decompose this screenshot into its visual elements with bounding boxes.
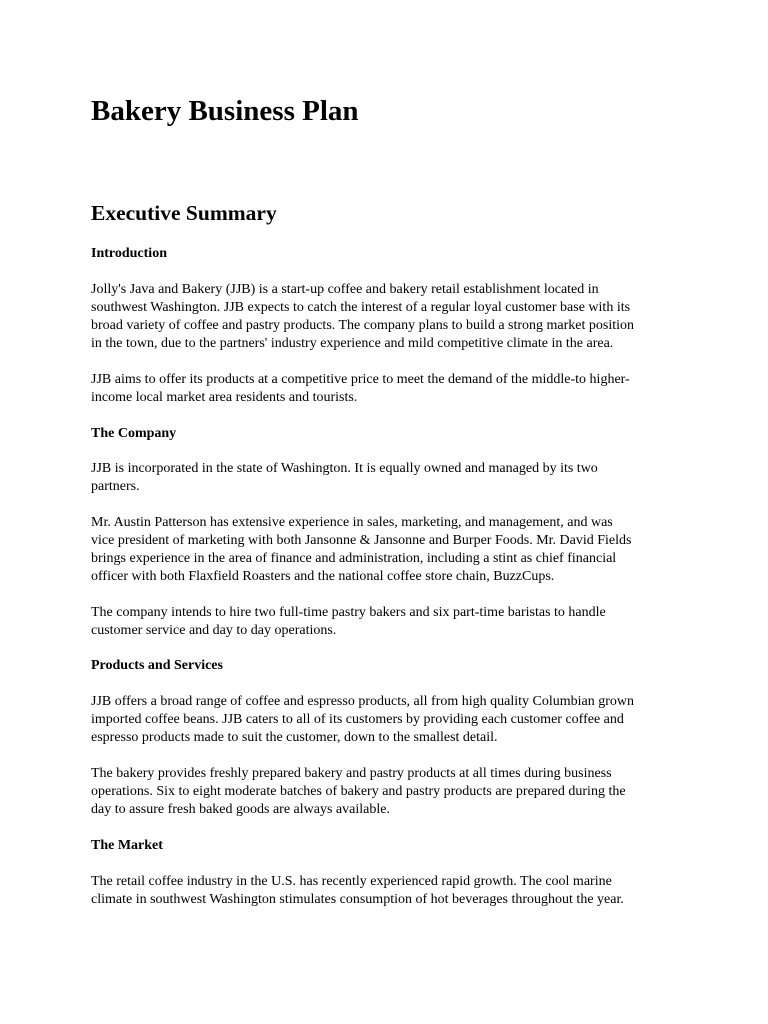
- text-line: The retail coffee industry in the U.S. has recently experienced rapid growth. The cool marine: [91, 874, 612, 889]
- section-title-executive-summary: Executive Summary: [91, 201, 277, 225]
- heading-the-market: The Market: [91, 838, 163, 853]
- text-line: brings experience in the area of finance and administration, including a stint as chief financial: [91, 551, 617, 566]
- text-line: The company intends to hire two full-time pastry bakers and six part-time baristas to handle: [91, 605, 606, 620]
- text-line: southwest Washington. JJB expects to catch the interest of a regular loyal customer base with its: [91, 300, 631, 315]
- text-line: Jolly's Java and Bakery (JJB) is a start-up coffee and bakery retail establishment located in: [91, 282, 599, 297]
- text-line: JJB is incorporated in the state of Washington. It is equally owned and managed by its two: [91, 461, 598, 476]
- text-line: partners.: [91, 479, 140, 494]
- text-line: officer with both Flaxfield Roasters and the national coffee store chain, BuzzCups.: [91, 569, 555, 584]
- text-line: day to assure fresh baked goods are always available.: [91, 802, 390, 817]
- paragraph-products-1: [91, 693, 634, 747]
- heading-introduction: Introduction: [91, 246, 167, 261]
- text-line: imported coffee beans. JJB caters to all of its customers by providing each customer coffee and: [91, 712, 624, 727]
- document-title: Bakery Business Plan: [91, 95, 359, 127]
- paragraph-company-3: [91, 604, 606, 640]
- text-line: in the town, due to the partners' industry experience and mild competitive climate in the area.: [91, 336, 614, 351]
- paragraph-products-2: [91, 765, 626, 819]
- text-line: vice president of marketing with both Jansonne & Jansonne and Burper Foods. Mr. David Fields: [91, 533, 632, 548]
- text-line: income local market area residents and tourists.: [91, 390, 358, 405]
- text-line: JJB offers a broad range of coffee and espresso products, all from high quality Columbian grown: [91, 694, 635, 709]
- text-line: customer service and day to day operations.: [91, 623, 337, 638]
- heading-products-and-services: Products and Services: [91, 658, 223, 673]
- text-line: JJB aims to offer its products at a competitive price to meet the demand of the middle-to higher-: [91, 372, 630, 387]
- heading-the-company: The Company: [91, 426, 177, 441]
- text-line: The bakery provides freshly prepared bakery and pastry products at all times during business: [91, 766, 612, 781]
- text-line: Mr. Austin Patterson has extensive experience in sales, marketing, and management, and was: [91, 515, 613, 530]
- text-line: broad variety of coffee and pastry products. The company plans to build a strong market position: [91, 318, 635, 333]
- text-line: operations. Six to eight moderate batches of bakery and pastry products are prepared during the: [91, 784, 626, 799]
- paragraph-introduction-2: [91, 371, 630, 407]
- paragraph-introduction-1: [91, 281, 634, 353]
- paragraph-company-2: [91, 514, 631, 586]
- text-line: espresso products made to suit the customer, down to the smallest detail.: [91, 730, 498, 745]
- paragraph-market-1: [91, 873, 624, 909]
- paragraph-company-1: [91, 460, 598, 496]
- text-line: climate in southwest Washington stimulates consumption of hot beverages throughout the year.: [91, 892, 624, 907]
